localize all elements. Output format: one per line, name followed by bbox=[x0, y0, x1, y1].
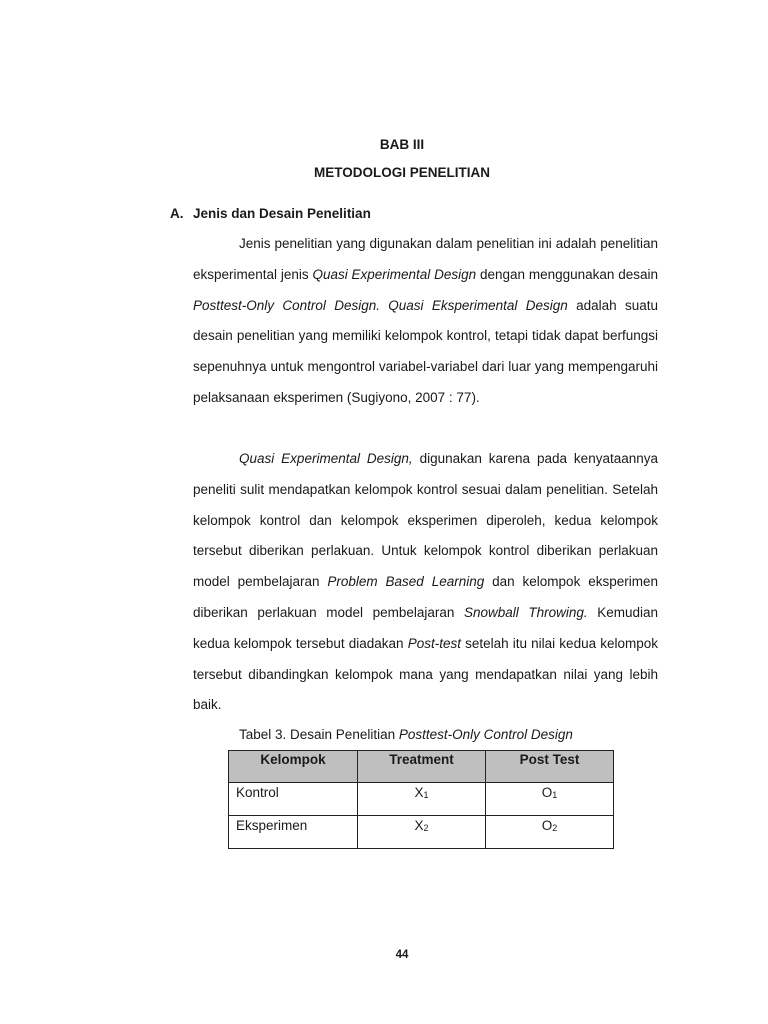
cell-posttest bbox=[486, 783, 614, 816]
paragraph-text: Jenis penelitian yang digunakan dalam penelitian ini adalah penelitian eksperimental jenis bbox=[193, 236, 658, 282]
cell-treatment bbox=[358, 816, 486, 849]
caption-italic: Posttest-Only Control Design bbox=[398, 727, 573, 742]
paragraph-research-type bbox=[193, 229, 658, 414]
header-post-test: Post Test bbox=[486, 751, 614, 783]
paragraph-text: digunakan karena pada kenyataannya peneliti sulit mendapatkan kelompok kontrol sesuai dalam penelitian. Setelah kelompok kontrol dan kelompok eksperimen diperoleh, kedua kelompok tersebut diberikan perlakuan. Untuk kelompok kontrol diberikan perlakuan model pembelajaran bbox=[193, 451, 658, 590]
treatment-subscript: 1 bbox=[423, 790, 429, 800]
treatment-subscript: 2 bbox=[423, 823, 429, 833]
table-caption bbox=[239, 727, 573, 742]
paragraph-text: adalah suatu desain penelitian yang memiliki kelompok kontrol, tetapi tidak dapat berfungsi sepenuhnya untuk mengontrol variabel-variabel dari luar yang mempengaruhi pelaksanaan eksperimen (Sugiyono, 2007 : 77). bbox=[193, 297, 658, 405]
treatment-symbol: X bbox=[414, 818, 424, 833]
table-row bbox=[229, 783, 614, 816]
paragraph-design-rationale bbox=[193, 444, 658, 721]
section-heading bbox=[170, 206, 371, 221]
page-number: 44 bbox=[395, 949, 409, 961]
cell-posttest bbox=[486, 816, 614, 849]
posttest-symbol: O bbox=[541, 785, 553, 800]
posttest-symbol: O bbox=[541, 818, 553, 833]
paragraph-text: setelah itu nilai kedua kelompok tersebut dibandingkan kelompok mana yang mendapatkan nilai yang lebih baik. bbox=[193, 635, 659, 713]
research-design-table bbox=[228, 750, 614, 849]
cell-group: Eksperimen bbox=[229, 816, 358, 849]
italic-term: Problem Based Learning bbox=[327, 574, 485, 590]
italic-term: Quasi Experimental Design, bbox=[239, 451, 413, 466]
table-row bbox=[229, 816, 614, 849]
posttest-subscript: 1 bbox=[552, 790, 558, 800]
chapter-number: BAB III bbox=[379, 137, 425, 152]
caption-text: Tabel 3. Desain Penelitian bbox=[239, 727, 399, 742]
paragraph-text: dengan menggunakan desain bbox=[476, 266, 659, 282]
treatment-symbol: X bbox=[414, 785, 424, 800]
table-header-row bbox=[229, 751, 614, 783]
header-kelompok: Kelompok bbox=[229, 751, 358, 783]
cell-treatment bbox=[358, 783, 486, 816]
italic-term: Posttest-Only Control Design. Quasi Eksperimental Design bbox=[193, 297, 568, 313]
paragraph-text: dan kelompok eksperimen diberikan perlakuan model pembelajaran bbox=[193, 574, 658, 620]
italic-term: Post-test bbox=[407, 635, 461, 651]
italic-term: Quasi Experimental Design bbox=[312, 266, 477, 282]
section-number: A. bbox=[170, 206, 184, 221]
cell-group: Kontrol bbox=[229, 783, 358, 816]
italic-term: Snowball Throwing. bbox=[463, 604, 588, 620]
posttest-subscript: 2 bbox=[552, 823, 558, 833]
paragraph-text: Kemudian kedua kelompok tersebut diadakan bbox=[193, 604, 658, 651]
chapter-title: METODOLOGI PENELITIAN bbox=[313, 165, 490, 180]
header-treatment: Treatment bbox=[358, 751, 486, 783]
section-title: Jenis dan Desain Penelitian bbox=[193, 206, 371, 221]
